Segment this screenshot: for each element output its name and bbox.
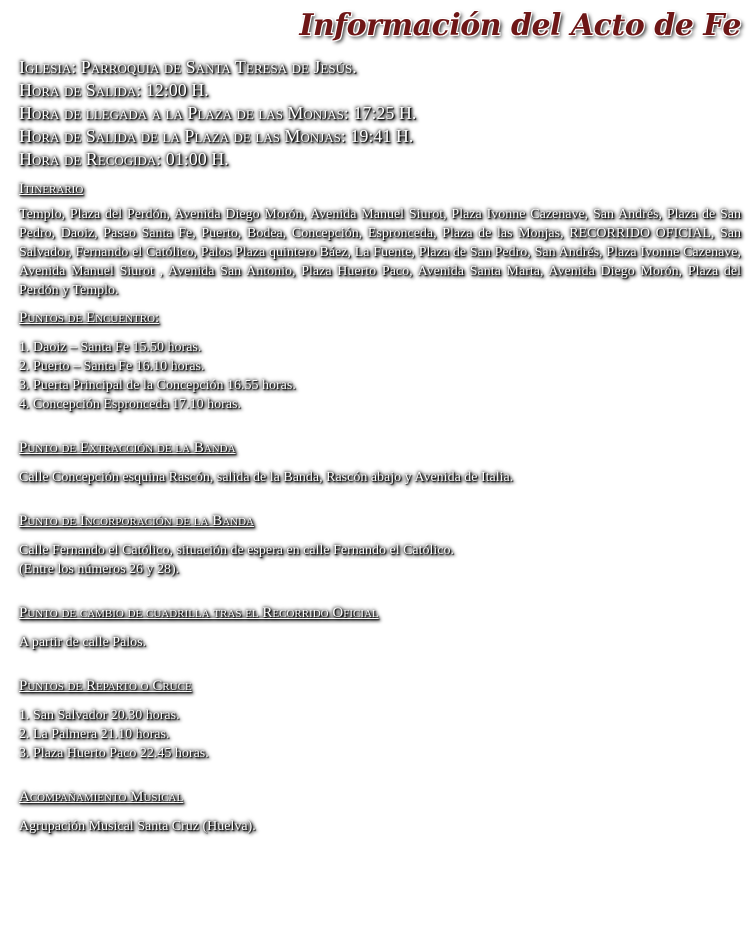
document-body <box>19 56 741 836</box>
list-item: 2. Puerto – Santa Fe 16.10 horas. <box>19 359 205 374</box>
distribution-points-section <box>19 676 741 763</box>
return-time-line: Hora de Recogida: 01:00 H. <box>19 149 229 169</box>
header-block <box>19 56 741 171</box>
band-incorporation-text: Calle Fernando el Católico, situación de espera en calle Fernando el Católico. <box>19 543 455 558</box>
church-line: Iglesia: Parroquia de Santa Teresa de Jesús. <box>19 57 357 77</box>
itinerary-section <box>19 179 741 300</box>
page-title: Información del Acto de Fe <box>299 8 741 43</box>
itinerary-title: Itinerario <box>19 181 84 197</box>
list-item: 3. Plaza Huerto Paco 22.45 horas. <box>19 746 209 761</box>
arrival-time-line: Hora de llegada a la Plaza de las Monjas: 17:25 H. <box>19 103 417 123</box>
crew-change-title: Punto de cambio de cuadrilla tras el Recorrido Oficial <box>19 605 379 621</box>
distribution-points-title: Puntos de Reparto o Cruce <box>19 678 192 694</box>
band-extraction-text: Calle Concepción esquina Rascón, salida de la Banda, Rascón abajo y Avenida de Italia. <box>19 470 514 485</box>
list-item: 1. San Salvador 20.30 horas. <box>19 708 180 723</box>
band-incorporation-section <box>19 511 741 579</box>
departure-time-line: Hora de Salida: 12:00 H. <box>19 80 209 100</box>
meeting-points-section <box>19 308 741 414</box>
list-item: 3. Puerta Principal de la Concepción 16.55 horas. <box>19 378 296 393</box>
music-section <box>19 787 741 836</box>
meeting-points-title: Puntos de Encuentro: <box>19 310 160 326</box>
itinerary-text: Templo, Plaza del Perdón, Avenida Diego Morón, Avenida Manuel Siurot, Plaza Ivonne Cazenave, San Andrés, Plaza de San Pedro, Daoiz, Paseo Santa Fe, Puerto, Bodea, Concepción, Espronceda, Plaza de las Monjas, RECORRIDO OFICIAL, San Salvador, Fernando el Católico, Palos Plaza quintero Báez, La Fuente, Plaza de San Pedro, San Andrés, Plaza Ivonne Cazenave, Avenida Manuel Siurot , Avenida San Antonio, Plaza Huerto Paco, Avenida Santa Marta, Avenida Diego Morón, Plaza del Perdón y Templo. <box>19 207 741 298</box>
band-incorporation-title: Punto de Incorporación de la Banda <box>19 513 255 529</box>
band-extraction-section <box>19 438 741 487</box>
list-item: 1. Daoiz – Santa Fe 15.50 horas. <box>19 340 202 355</box>
plaza-departure-line: Hora de Salida de la Plaza de las Monjas: 19:41 H. <box>19 126 414 146</box>
list-item: 2. La Palmera 21.10 horas. <box>19 727 170 742</box>
list-item: 4. Concepción Espronceda 17.10 horas. <box>19 397 241 412</box>
crew-change-text: A partir de calle Palos. <box>19 635 147 650</box>
band-incorporation-note: (Entre los números 26 y 28). <box>19 562 180 577</box>
music-text: Agrupación Musical Santa Cruz (Huelva). <box>19 819 256 834</box>
crew-change-section <box>19 603 741 652</box>
music-title: Acompañamiento Musical <box>19 789 184 805</box>
band-extraction-title: Punto de Extracción de la Banda <box>19 440 236 456</box>
